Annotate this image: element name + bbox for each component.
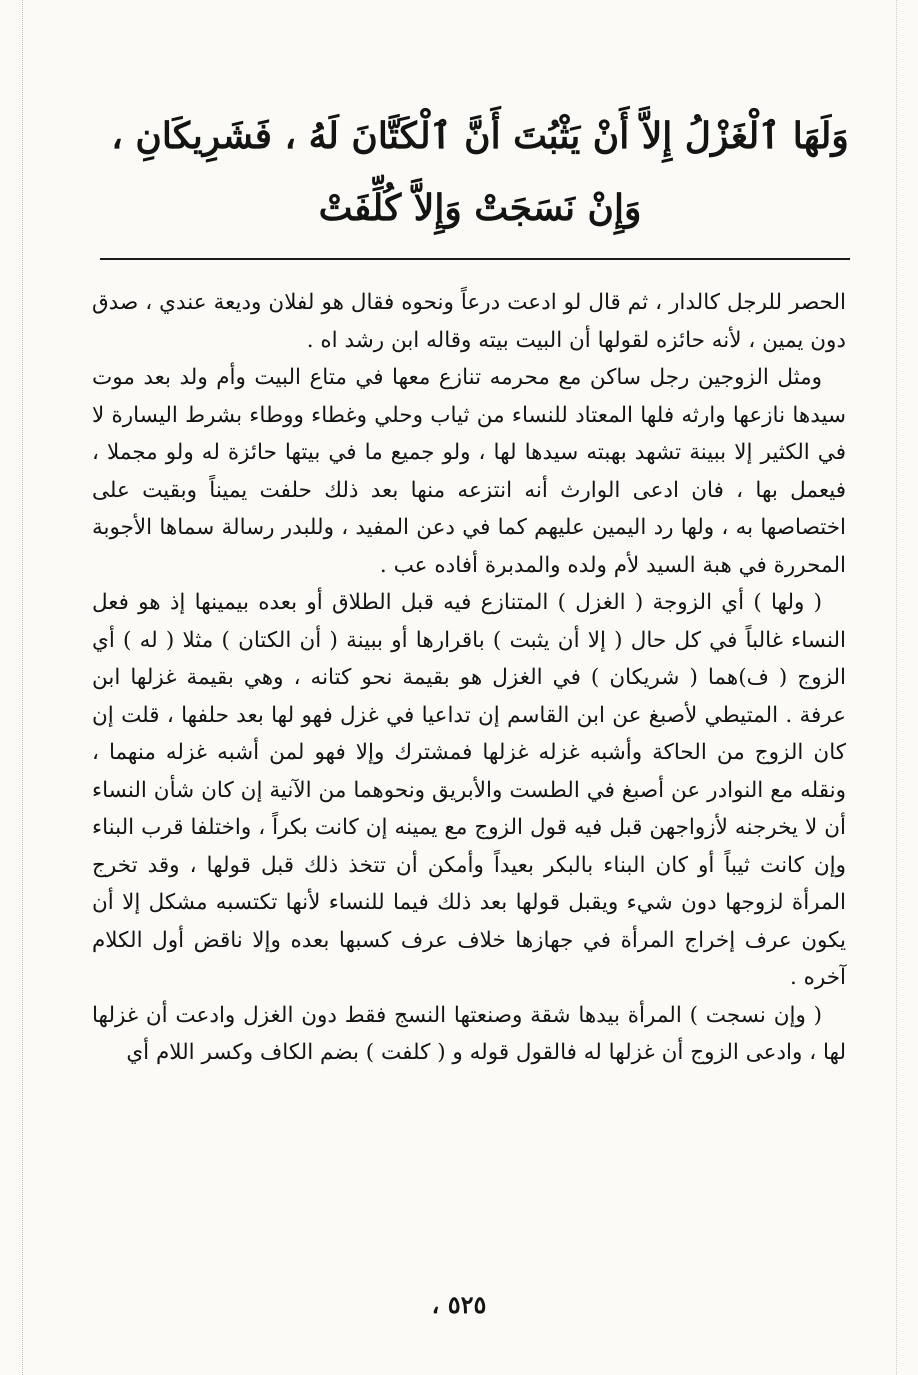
page-number: ٥٢٥ ، bbox=[431, 1290, 487, 1319]
paragraph-4: ( وإن نسجت ) المرأة بيدها شقة وصنعتها النسج فقط دون الغزل وادعت أن غزلها لها ، وادعى الزوج أن غزلها له فالقول قوله و ( كلفت ) بضم الكاف وكسر اللام أي bbox=[92, 1002, 846, 1065]
paragraph-3: ( ولها ) أي الزوجة ( الغزل ) المتنازع فيه قبل الطلاق أو بعده بيمينها إذ هو فعل النساء غالباً في كل حال ( إلا أن يثبت ) باقرارها أو ببينة ( أن الكتان ) مثلا ( له ) أي الزوج ( ف)هما ( شريكان ) في الغزل هو بقيمة نحو كتانه ، وهي بقيمة غزلها ابن عرفة . المتيطي لأصبغ عن ابن القاسم إن تداعيا في غزل فهو لها بعد حلفها ، قلت إن كان الزوج من الحاكة وأشبه غزله غزلها فمشترك وإلا فهو لمن أشبه غزله منهما ، ونقله مع النوادر عن أصبغ في الطست والأبريق ونحوهما من الآنية إن كان شأن النساء أن لا يخرجنه لأزواجهن قبل فيه قول الزوج مع يمينه إن كانت بكراً ، واختلفا قرب البناء وإن كانت ثيباً أو كان البناء بالبكر بعيداً وأمكن أن تتخذ ذلك قبل قولها ، وقد تخرج المرأة لزوجها دون شيء ويقبل قولها بعد ذلك فيما للنساء لأنها تكتسبه مشكل إلا أن يكون عرف إخراج المرأة في جهازها خلاف عرف كسبها بعده وإلا ناقض أول الكلام آخره . bbox=[92, 590, 846, 990]
scan-edge-right bbox=[896, 0, 897, 1375]
heading-divider-rule bbox=[100, 258, 850, 260]
paragraph-2: ومثل الزوجين رجل ساكن مع محرمه تنازع معها في متاع البيت وأم ولد بعد موت سيدها نازعها وارثه فلها المعتاد للنساء من ثياب وحلي وغطاء ووطاء بشرط اليسارة لا في الكثير إلا ببينة تشهد بهبته سيدها لها ، ولو جميع ما في بيتها حائزة له ولو مجملا ، فيعمل بها ، فان ادعى الوارث أنه انتزعه منها بعد ذلك حلفت يميناً وبقيت على اختصاصها به ، ولها رد اليمين عليهم كما في دعن المفيد ، وللبدر رسالة سماها الأجوبة المحررة في هبة السيد لأم ولده والمدبرة أفاده عب . bbox=[92, 365, 846, 578]
matn-verse-heading: وَلَهَا ٱلْغَزْلُ إِلاَّ أَنْ يَثْبُتَ أَنَّ ٱلْكَتَّانَ لَهُ ، فَشَرِيكَانِ ، وَإِنْ نَسَجَتْ وَإِلاَّ كُلِّفَتْ bbox=[111, 115, 849, 229]
scan-edge-left bbox=[22, 0, 23, 1375]
paragraph-1: الحصر للرجل كالدار ، ثم قال لو ادعت درعاً ونحوه فقال هو لفلان وديعة عندي ، صدق دون يمين ، لأنه حائزه لقولها أن البيت بيته وقاله ابن رشد اه . bbox=[92, 290, 846, 353]
commentary-body bbox=[92, 284, 846, 1284]
